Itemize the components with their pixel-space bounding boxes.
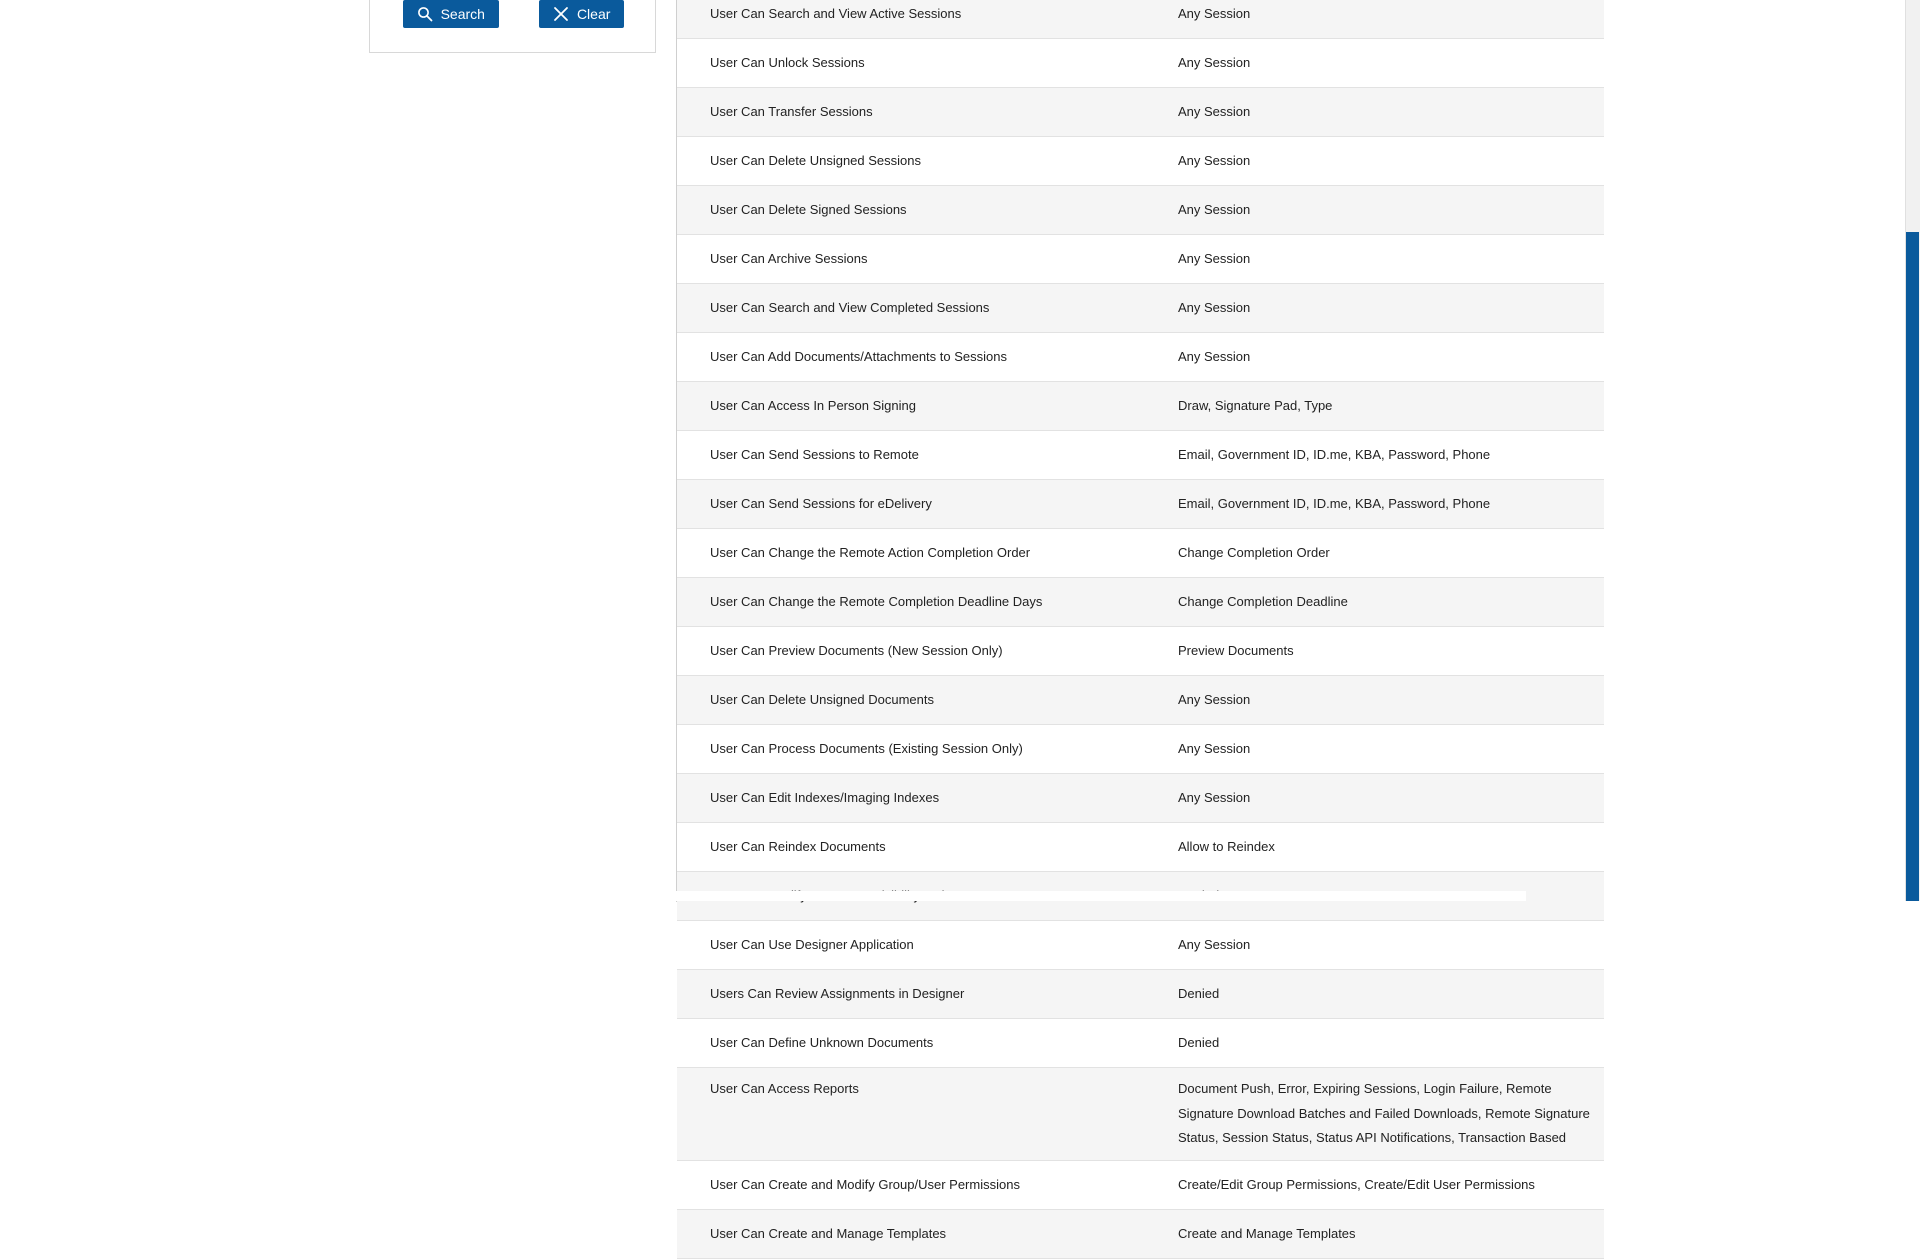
permission-value: Allow to Reindex	[1152, 823, 1604, 872]
permission-value: Any Session	[1152, 725, 1604, 774]
permission-value: Any Session	[1152, 0, 1604, 39]
search-button-label: Search	[440, 6, 485, 22]
permission-name: User Can Send Sessions for eDelivery	[677, 480, 1152, 529]
permission-value: Any Session	[1152, 39, 1604, 88]
table-row[interactable]	[677, 0, 1604, 39]
table-row[interactable]	[677, 284, 1604, 333]
permission-value: Email, Government ID, ID.me, KBA, Password, Phone	[1152, 480, 1604, 529]
table-row[interactable]	[677, 774, 1604, 823]
permission-value: Any Session	[1152, 235, 1604, 284]
permission-value: Any Session	[1152, 88, 1604, 137]
table-row[interactable]	[677, 235, 1604, 284]
permission-value: Any Session	[1152, 137, 1604, 186]
table-row[interactable]	[677, 676, 1604, 725]
permission-value: Any Session	[1152, 921, 1604, 970]
permission-name: User Can Transfer Sessions	[677, 88, 1152, 137]
table-row[interactable]	[677, 578, 1604, 627]
permission-name: User Can Search and View Completed Sessions	[677, 284, 1152, 333]
permission-value: Create and Manage Templates	[1152, 1209, 1604, 1258]
permission-value: Preview Documents	[1152, 627, 1604, 676]
permission-name: User Can Change the Remote Action Completion Order	[677, 529, 1152, 578]
permission-value: Document Push, Error, Expiring Sessions, Login Failure, Remote Signature Download Batches and Failed Downloads, Remote Signature Status, Session Status, Status API Notifications, Transaction Based	[1152, 1068, 1604, 1161]
permission-name: User Can Preview Documents (New Session Only)	[677, 627, 1152, 676]
permission-value: Change Completion Order	[1152, 529, 1604, 578]
permission-name: User Can Delete Unsigned Sessions	[677, 137, 1152, 186]
table-row[interactable]	[677, 431, 1604, 480]
permission-name: User Can Create and Manage Templates	[677, 1209, 1152, 1258]
permission-name: User Can Define Unknown Documents	[677, 1019, 1152, 1068]
table-row[interactable]	[677, 480, 1604, 529]
permission-name: User Can Edit Indexes/Imaging Indexes	[677, 774, 1152, 823]
permission-value: Any Session	[1152, 676, 1604, 725]
clear-button-label: Clear	[576, 6, 611, 22]
table-row[interactable]	[677, 333, 1604, 382]
permission-name: User Can Change the Remote Completion Deadline Days	[677, 578, 1152, 627]
permission-name: User Can Reindex Documents	[677, 823, 1152, 872]
search-icon	[417, 6, 433, 22]
permission-name: User Can Delete Signed Sessions	[677, 186, 1152, 235]
permission-value: Draw, Signature Pad, Type	[1152, 382, 1604, 431]
permission-name: User Can Create and Modify Group/User Permissions	[677, 1160, 1152, 1209]
permission-name: User Can Add Documents/Attachments to Sessions	[677, 333, 1152, 382]
table-row[interactable]	[677, 39, 1604, 88]
permissions-table-container	[676, 0, 1590, 1241]
permission-value: Denied	[1152, 970, 1604, 1019]
permission-name: Users Can Review Assignments in Designer	[677, 970, 1152, 1019]
close-x-icon	[553, 6, 569, 22]
permission-name: User Can Archive Sessions	[677, 235, 1152, 284]
permission-value: Any Session	[1152, 333, 1604, 382]
table-row[interactable]	[677, 1019, 1604, 1068]
permission-value: Denied	[1152, 1019, 1604, 1068]
permission-value: Email, Government ID, ID.me, KBA, Password, Phone	[1152, 431, 1604, 480]
clear-button[interactable]	[539, 0, 624, 28]
search-button[interactable]	[403, 0, 499, 28]
permission-value: Any Session	[1152, 284, 1604, 333]
table-row[interactable]	[677, 1209, 1604, 1258]
permission-value: Create/Edit Group Permissions, Create/Edit User Permissions	[1152, 1160, 1604, 1209]
page-scrollbar-track[interactable]	[1905, 0, 1920, 901]
permission-name: User Can Search and View Active Sessions	[677, 0, 1152, 39]
table-bottom-edge	[676, 891, 1526, 901]
table-row[interactable]	[677, 921, 1604, 970]
table-row[interactable]	[677, 1160, 1604, 1209]
table-row[interactable]	[677, 823, 1604, 872]
permission-name: User Can Send Sessions to Remote	[677, 431, 1152, 480]
page-scrollbar-thumb[interactable]	[1906, 232, 1919, 901]
permissions-table-body	[677, 0, 1604, 1258]
search-panel-button-row	[370, 0, 657, 40]
permission-value: Any Session	[1152, 186, 1604, 235]
permission-name: User Can Unlock Sessions	[677, 39, 1152, 88]
table-row[interactable]	[677, 137, 1604, 186]
table-row[interactable]	[677, 88, 1604, 137]
permission-name: User Can Use Designer Application	[677, 921, 1152, 970]
table-row[interactable]	[677, 382, 1604, 431]
permission-value: Change Completion Deadline	[1152, 578, 1604, 627]
table-row[interactable]	[677, 1068, 1604, 1161]
table-row[interactable]	[677, 186, 1604, 235]
permission-name: User Can Delete Unsigned Documents	[677, 676, 1152, 725]
search-filter-panel	[369, 0, 656, 53]
permission-name: User Can Process Documents (Existing Session Only)	[677, 725, 1152, 774]
permissions-table	[677, 0, 1604, 1259]
permission-name: User Can Access Reports	[677, 1068, 1152, 1161]
permission-name: User Can Access In Person Signing	[677, 382, 1152, 431]
table-row[interactable]	[677, 970, 1604, 1019]
permission-value: Any Session	[1152, 774, 1604, 823]
table-row[interactable]	[677, 627, 1604, 676]
table-row[interactable]	[677, 725, 1604, 774]
table-row[interactable]	[677, 529, 1604, 578]
